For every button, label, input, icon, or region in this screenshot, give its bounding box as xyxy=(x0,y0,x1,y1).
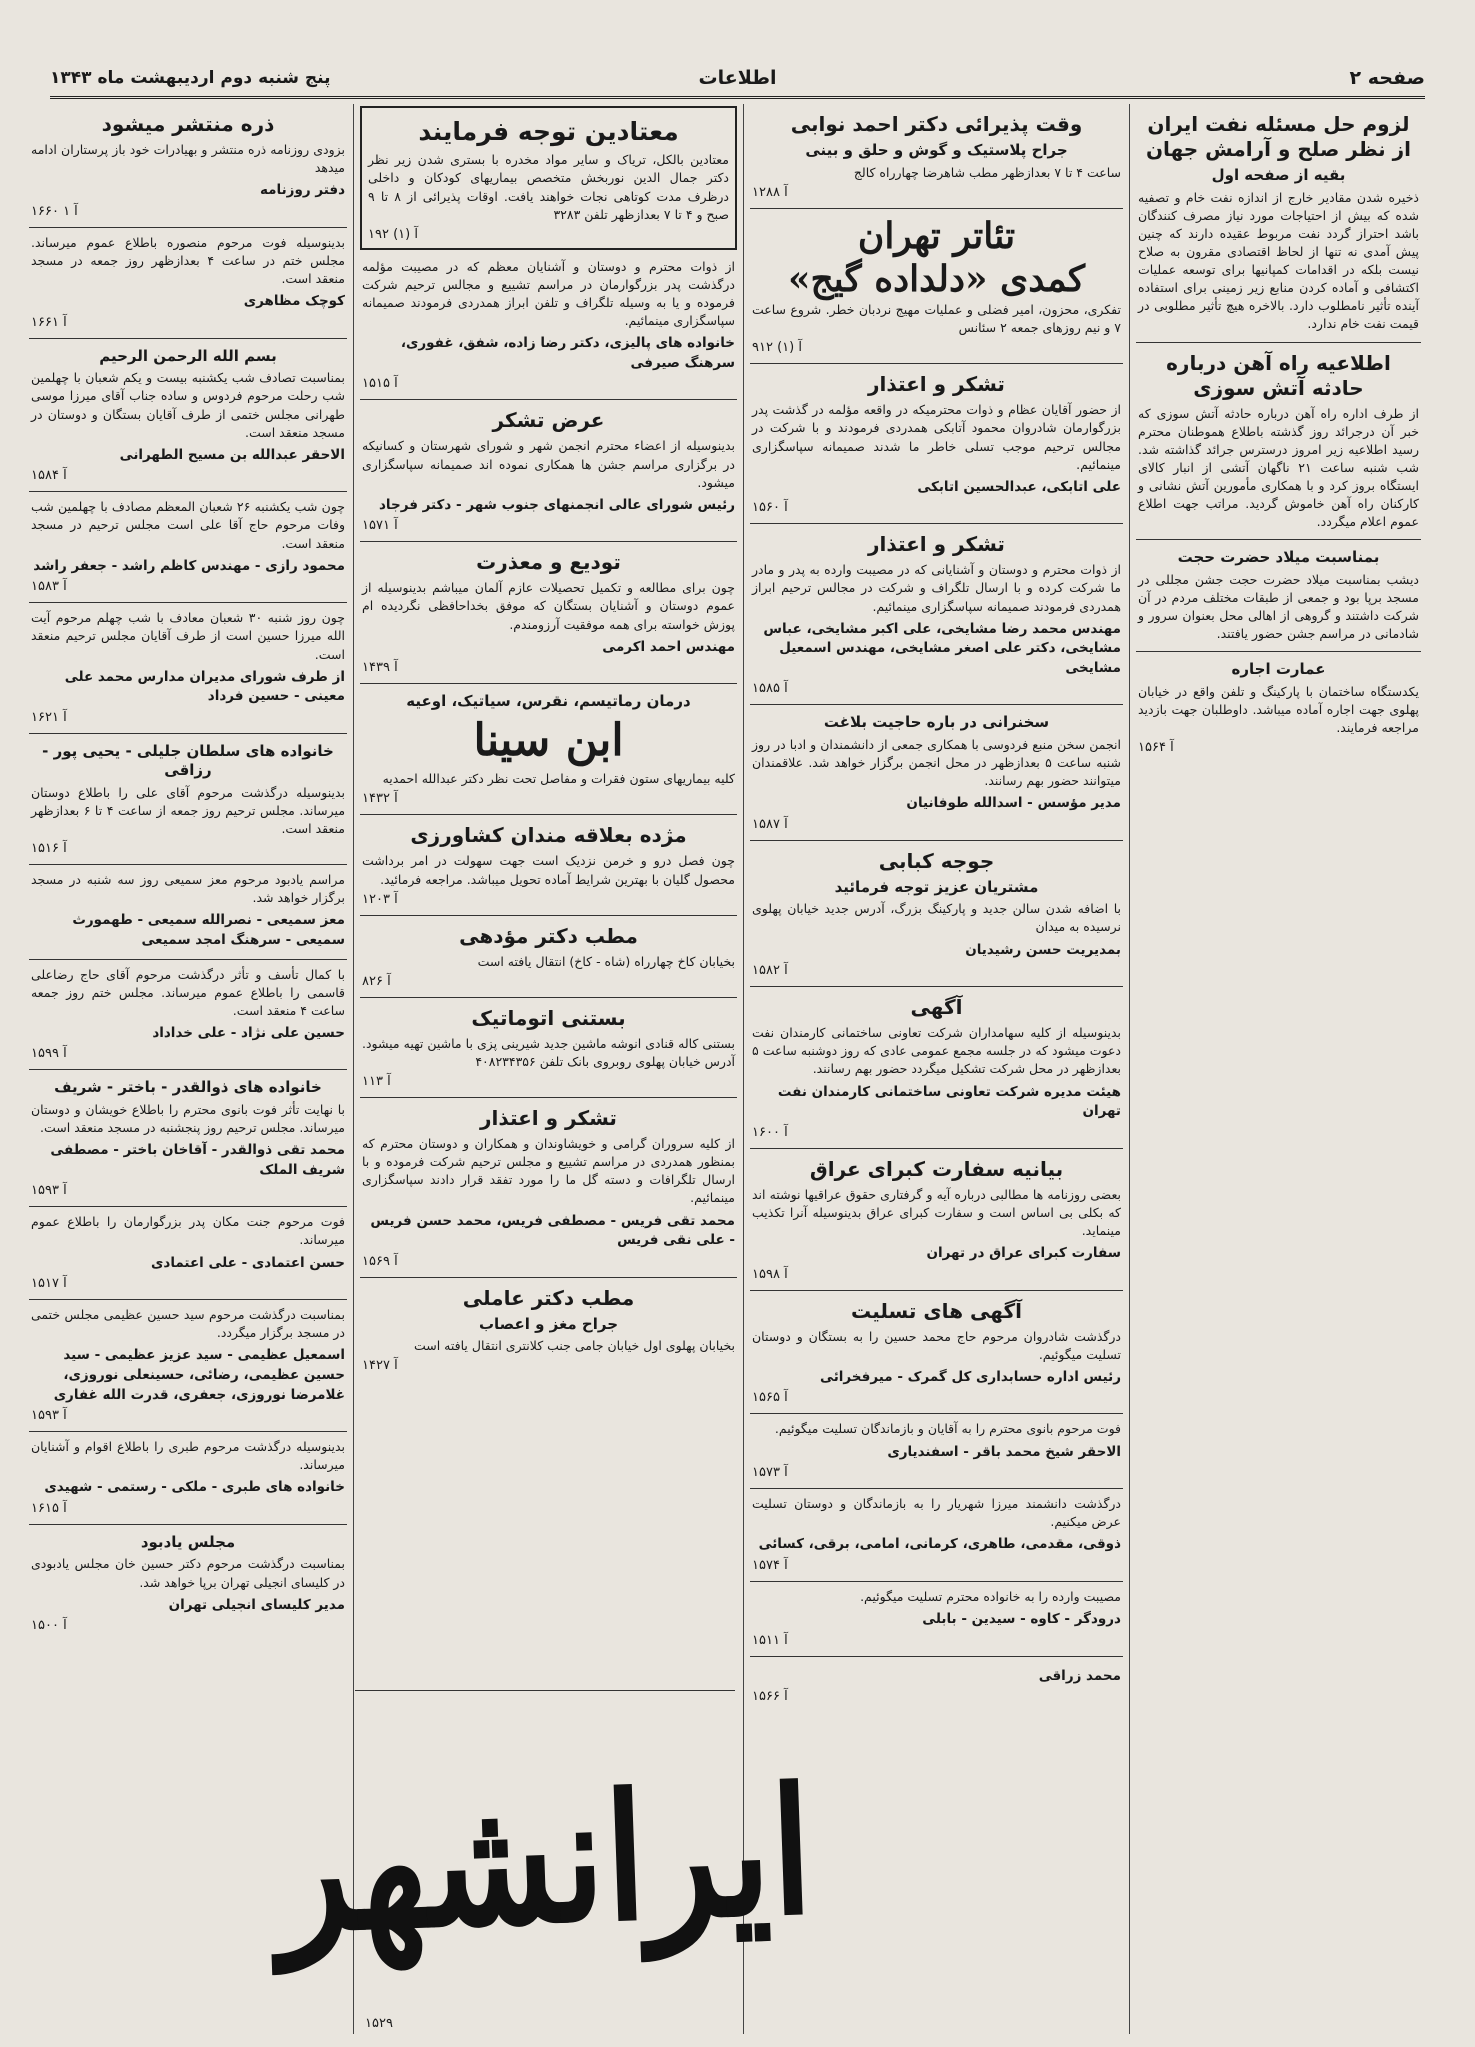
notice-thanks-1 xyxy=(750,364,1123,524)
notice-thanks-4 xyxy=(360,1098,737,1278)
notice-code: ۱۵۹۹ آ xyxy=(31,1046,67,1062)
notice-body: از حضور آقایان عظام و ذوات محترمیکه در واقعه مؤلمه در گذشت پدر بزرگوارمان شادروان محمود آتابکی همدردی فرمودند و با شرکت در مجالس ترحیم موجب تسلی خاطر ما شدند صمیمانه سپاسگزاری مینمائیم. xyxy=(752,402,1121,472)
notice-code: ۱۶۱۵ آ xyxy=(31,1500,67,1516)
ad-code: ۱۵۶۴ آ xyxy=(1138,740,1174,756)
notice-signature: خانواده های پالیزی، دکتر رضا زاده، شفق، غفوری، سرهنگ صیرفی xyxy=(400,335,735,371)
ad-title: وقت پذیرائی دکتر احمد نوابی xyxy=(790,112,1083,136)
ad-code: ۱۱۳ آ xyxy=(362,1074,391,1090)
notice-code: ۱۶۶۱ آ xyxy=(31,314,67,330)
ad-theater xyxy=(750,209,1123,365)
notice-body: بعضی روزنامه ها مطالبی درباره آیه و گرفتاری حقوق عراقیها نوشته اند که بکلی بی اساس است و سفارت کبرای عراق بدینوسیله آنرا تکذیب مینماید. xyxy=(752,1186,1121,1238)
article-body: از طرف اداره راه آهن درباره حادثه آتش سوزی که خبر آن درجرائد روز گذشته باطلاع هموطنان محترم رسید اطلاعیه زیر امروز درسترس جرائد گذاشته شد. شب شنبه ساعت ۲۱ ناگهان آتشی از انبار کالای ایستگاه بروز کرد و با همکاری مأمورین آتش نشانی و کارکنان راه آهن خاموش گردید. مراتب جهت اطلاع عموم اعلام میگردد. xyxy=(1138,405,1419,530)
notice-body: چون برای مطالعه و تکمیل تحصیلات عازم آلمان میباشم بدینوسیله از عموم دوستان و آشنایان بستگان که موفق بخداحافظی نگردیده ام پوزش خواسته برای همه موفقیت آرزومندم. xyxy=(362,580,735,632)
condolence-body: فوت مرحوم بانوی محترم را به آقایان و بازماندگان تسلیت میگوئیم. xyxy=(774,1421,1121,1437)
ad-subtitle: مشتریان عزیز توجه فرمائید xyxy=(834,877,1039,896)
notice-code: ۱۵۷۱ آ xyxy=(362,518,398,534)
ad-kebab xyxy=(750,841,1123,987)
notice-body: بدینوسیله از کلیه سهامداران شرکت تعاونی ساختمانی کارمندان نفت دعوت میشود که در جلسه مجمع عمومی عادی که روز دوشنبه ساعت ۵ بعدازظهر در محل شرکت تشکیل میگردد حضور بهم رسانند. xyxy=(752,1025,1121,1077)
notice-signature: دفتر روزنامه xyxy=(260,182,345,199)
notice-code: ۱۵۱۵ آ xyxy=(362,376,398,392)
column-4 xyxy=(23,104,353,2034)
condolence-body: درگذشت دانشمند میرزا شهریار را به بازماندگان و دوستان تسلیت عرض میکنیم. xyxy=(752,1496,1121,1530)
notice-body: انجمن سخن منبع فردوسی با همکاری جمعی از دانشمندان و ادبا در روز شنبه ساعت ۵ بعدازظهر در محل انجمن برگزار خواهد شد. علاقمندان میتوانند حضور بهم رسانند. xyxy=(752,736,1121,789)
column-1 xyxy=(1129,104,1427,2034)
notice-title: سخنرانی در باره حاجیت بلاغت xyxy=(823,713,1050,732)
notice-iraq-embassy xyxy=(750,1149,1123,1291)
notice-etemadi xyxy=(29,1207,347,1300)
ad-ibn-sina xyxy=(360,684,737,815)
iranshahr-logo: ایرانشهر xyxy=(273,1750,817,1972)
notice-body: بدینوسیله فوت مرحوم منصوره باطلاع عموم میرساند. مجلس ختم در ساعت ۴ بعدازظهر روز جمعه در مسجد منعقد است. xyxy=(31,234,345,287)
ad-code: ۱۲۰۳ آ xyxy=(362,891,398,907)
ad-code: ۹۱۲ آ (۱) xyxy=(752,340,802,356)
ad-signature: بمدیریت حسن رشیدیان xyxy=(965,941,1121,958)
notice-code: ۱۴۳۹ آ xyxy=(362,660,398,676)
iranshahr-code: ۱۵۲۹ xyxy=(365,2016,393,2031)
condolence-signature: محمد زراقی xyxy=(1038,1667,1121,1684)
notice-signature: از طرف شورای مدیران مدارس محمد علی معینی - حسین فرداد xyxy=(64,668,345,705)
notice-signature: مدیر کلیسای انجیلی تهران xyxy=(168,1596,345,1613)
notice-code: ۱۶۰۰ آ xyxy=(752,1124,788,1140)
ad-subtitle: جراح پلاستیک و گوش و حلق و بینی xyxy=(805,141,1068,159)
ad-code: ۱۹۲ آ (۱) xyxy=(368,226,418,242)
ad-title: عمارت اجاره xyxy=(1231,660,1326,679)
notice-signature: کوچک مظاهری xyxy=(243,293,345,310)
notice-code: ۱۵۸۳ آ xyxy=(31,579,67,595)
ad-body: تفکری، محزون، امیر فضلی و عملیات مهیج نردبان خطر. شروع ساعت ۷ و نیم روزهای جمعه ۲ سئانس xyxy=(752,302,1121,336)
notice-body: چون شب یکشنبه ۲۶ شعبان المعظم مصادف با چهلمین شب وفات مرحوم حاج آقا علی است مجلس ترحیم در مسجد منعقد است. xyxy=(31,499,345,551)
article-body: ذخیره شدن مقادیر خارج از اندازه نفت خام و تصفیه شده که بیش از احتیاجات مورد نیاز مصرف کنندگان باشد احتراز گردد نفت مربوط عقیده دارند که چنین پیش آمدی نه تنها از لحاظ اقتصادی مقرون به صلاح نیست بلکه در اقدامات کمپانیها برای توسعه عملیات اکتشافی و آماده کردن منابع زیر زمینی برای استفاده آینده تأثیر نامطلوب دارد. بالاخره هیچ تأثیر مطلوبی در قیمت نفت خام ندارد. xyxy=(1138,189,1419,332)
notice-signature: مدیر مؤسس - اسدالله طوفانیان xyxy=(906,795,1121,812)
notice-announcement xyxy=(750,987,1123,1149)
notice-ghasemi xyxy=(29,960,347,1071)
ad-doctor-moadehi xyxy=(360,916,737,998)
notice-code: ۱۵۱۷ آ xyxy=(31,1276,67,1292)
article-birthday xyxy=(1136,540,1421,652)
notice-code: ۱۵۹۸ آ xyxy=(752,1266,788,1282)
ad-title: ابن سینا xyxy=(473,714,624,766)
notice-body: بمناسبت درگذشت مرحوم سید حسین عظیمی مجلس ختمی در مسجد برگزار میگردد. xyxy=(31,1307,345,1341)
notice-signature: سفارت کبرای عراق در تهران xyxy=(926,1245,1121,1261)
notice-title: عرض تشکر xyxy=(492,408,605,433)
ad-body: بخیابان پهلوی اول خیابان جامی جنب کلانتری انتقال یافته است xyxy=(413,1338,735,1354)
article-title: اطلاعیه راه آهن درباره حادثه آتش سوزی xyxy=(1166,350,1391,400)
notice-body: چون روز شنبه ۳۰ شعبان معادف با شب چهلم مرحوم آیت الله میرزا حسین است از طرف آقایان مجلس ترحیم منعقد است. xyxy=(31,610,345,662)
condolence-signature: الاحقر شیخ محمد باقر - اسفندیاری xyxy=(887,1443,1121,1460)
notice-body: فوت مرحوم جنت مکان پدر بزرگوارمان را باطلاع عموم میرساند. xyxy=(31,1214,345,1248)
condolence-signature: ذوقی، مقدمی، طاهری، کرمانی، امامی، برقی، کسائی xyxy=(758,1536,1121,1553)
newspaper-name: اطلاعات xyxy=(698,67,777,89)
ad-code: ۱۴۳۲ آ xyxy=(362,791,398,807)
ad-title: مطب دکتر مؤدهی xyxy=(459,923,638,948)
condolence-1 xyxy=(750,1291,1123,1415)
notice-signature: محمود رازی - مهندس کاظم راشد - جعفر راشد xyxy=(33,557,345,574)
ad-ice-cream xyxy=(360,998,737,1098)
notice-title: تودیع و معذرت xyxy=(476,550,621,575)
ad-body: کلیه بیماریهای ستون فقرات و مفاصل تحت نظر دکتر عبدالله احمدیه xyxy=(382,771,735,787)
article-title: لزوم حل مسئله نفت ایران از نظر صلح و آرامش جهان xyxy=(1145,112,1412,161)
ad-title: جوجه کبابی xyxy=(878,848,995,873)
notice-signature: علی اتابکی، عبدالحسین اتابکی xyxy=(917,478,1121,495)
notice-code: ۱۵۸۵ آ xyxy=(752,681,788,697)
issue-date: پنج شنبه دوم اردیبهشت ماه ۱۳۴۳ xyxy=(50,68,331,88)
notice-body: با نهایت تأثر فوت بانوی محترم را باطلاع خویشان و دوستان میرساند. مجلس ترحیم روز پنجشنبه در مسجد منعقد است. xyxy=(31,1101,345,1136)
ad-title: معتادین توجه فرمایند xyxy=(418,117,679,146)
notice-body: بمناسبت تصادف شب یکشنبه بیست و یکم شعبان با چهلمین شب رحلت مرحوم فردوس و ساده جناب آقای میرزا موسی طهرانی مجلس ختمی از طرف آقایان بستگان و دوستان در مسجد منعقد است. xyxy=(31,370,345,440)
notice-signature: حسین علی نژاد - علی خداداد xyxy=(152,1024,345,1041)
ad-body: ساعت ۴ تا ۷ بعدازظهر مطب شاهرضا چهارراه کالج xyxy=(853,164,1121,180)
ad-subtitle: درمان رماتیسم، نقرس، سیاتیک، اوعیه xyxy=(406,692,691,711)
notice-body: بدینوسیله از اعضاء محترم انجمن شهر و شورای شهرستان و کسانیکه در برگزاری مراسم جشن ها همکاری نموده اند صمیمانه سپاسگزاری میشود. xyxy=(362,438,735,490)
masthead xyxy=(50,60,1425,99)
notice-tabari xyxy=(29,1432,347,1525)
condolence-2 xyxy=(750,1414,1123,1489)
notice-samiei xyxy=(29,865,347,959)
notice-body: با کمال تأسف و تأثر درگذشت مرحوم آقای حاج رضاعلی قاسمی را باطلاع عموم میرساند. مجلس ختم روز جمعه ساعت ۴ منعقد است. xyxy=(31,966,345,1018)
ad-body: یکدستگاه ساختمان با پارکینگ و تلفن واقع در خیابان پهلوی جهت اجاره آماده میباشد. داوطلبان جهت بازدید مراجعه فرمایند. xyxy=(1138,683,1419,736)
theater-title: تئاتر تهران xyxy=(857,214,1016,257)
theater-play: کمدی «دلداده گیج» xyxy=(787,257,1086,300)
notice-jalili xyxy=(29,734,347,865)
column-2 xyxy=(743,104,1129,2034)
notice-body: از کلیه سروران گرامی و خویشاوندان و همکاران و دوستان محترم که بمنظور همدردی در مراسم تشییع و مجلس ترحیم شرکت فرموده و با ارسال تلگرافات و دسته گل ما را مورد تفقد قرار دادند سپاسگزاری مینمائیم. xyxy=(362,1136,735,1206)
condolence-code: ۱۵۷۴ آ xyxy=(752,1557,788,1573)
ad-title: بستنی اتوماتیک xyxy=(471,1005,626,1030)
notice-azimi xyxy=(29,1300,347,1432)
notice-signature: مهندس محمد رضا مشایخی، علی اکبر مشایخی، عباس مشایخی، دکتر علی اصغر مشایخی، مهندس اسمعیل مشایخی xyxy=(763,620,1121,676)
notice-title: بیانیه سفارت کبرای عراق xyxy=(809,1156,1064,1181)
condolence-signature: درودگر - کاوه - سیدین - بابلی xyxy=(922,1611,1121,1627)
ad-doctor-navabi xyxy=(750,104,1123,209)
notice-signature: رئیس شورای عالی انجمنهای جنوب شهر - دکتر فرجاد xyxy=(378,496,735,513)
ad-code: ۱۴۲۷ آ xyxy=(362,1358,398,1374)
notice-body: مراسم یادبود مرحوم معز سمیعی روز سه شنبه در مسجد برگزار خواهد شد. xyxy=(31,872,345,906)
article-railway-fire xyxy=(1136,343,1421,541)
ad-addiction xyxy=(360,106,737,250)
notice-body: بدینوسیله درگذشت مرحوم آقای علی را باطلاع دوستان میرساند. مجلس ترحیم روز جمعه از ساعت ۴ تا ۶ بعدازظهر منعقد است. xyxy=(31,784,346,836)
notice-code: ۱۶۲۱ آ xyxy=(31,709,67,725)
ad-body: با اضافه شدن سالن جدید و پارکینگ بزرگ، آدرس جدید خیابان پهلوی نرسیده به میدان xyxy=(752,901,1121,935)
condolence-code: ۱۵۷۳ آ xyxy=(752,1465,788,1481)
notice-code: ۱۵۶۰ آ xyxy=(752,500,788,516)
notice-code: ۱۵۹۳ آ xyxy=(31,1183,67,1199)
notice-title: آگهی xyxy=(910,995,963,1020)
ad-body: چون فصل درو و خرمن نزدیک است جهت سهولت در امر برداشت محصول گلیان با بهترین شرایط آماده تحویل میباشد. مراجعه فرمائید. xyxy=(362,853,735,887)
ad-body: معتادین بالکل، تریاک و سایر مواد مخدره با بستری شدن زیر نظر دکتر جمال الدین نوربخش متخصص بیماریهای کودکان و داخلی درظرف مدت کوتاهی نجات خواهند یافت. اوقات پذیرائی از ۸ تا ۹ صبح و ۴ تا ۷ بعدازظهر تلفن ۳۲۸۳ xyxy=(368,152,729,222)
notice-body: بزودی روزنامه ذره منتشر و بهیادرات خود باز پرستاران ادامه میدهد xyxy=(31,142,345,176)
page-number: صفحه ۲ xyxy=(1349,67,1425,89)
notice-title: تشکر و اعتذار xyxy=(868,532,1005,557)
ad-title: مژده بعلاقه مندان کشاورزی xyxy=(410,823,687,848)
notice-signature: محمد تقی ذوالقدر - آقاخان باختر - مصطفی شریف الملک xyxy=(50,1142,345,1178)
notice-razi xyxy=(29,492,347,603)
ad-doctor-ameli xyxy=(360,1278,737,1382)
notice-thanks-2 xyxy=(750,524,1123,705)
ad-subtitle: جراح مغز و اعصاب xyxy=(478,1314,619,1333)
notice-body: از ذوات محترم و دوستان و آشنایانی که در مصیبت وارده به پدر و مادر ما شرکت کرده و با ارسال تلگراف و شرکت در مجالس ترحیم ابراز همدردی فرمودند صمیمانه سپاسگزاری مینمائیم. xyxy=(752,562,1121,614)
notice-memorial xyxy=(29,1525,347,1641)
notice-title: مجلس یادبود xyxy=(140,1532,236,1551)
condolence-4 xyxy=(750,1582,1123,1657)
notice-thanks-3 xyxy=(360,252,737,401)
notice-code: ۱۵۸۴ آ xyxy=(31,468,67,484)
notice-code: ۱۵۶۹ آ xyxy=(362,1253,398,1269)
notice-farewell xyxy=(360,542,737,684)
notice-mozaheri xyxy=(29,228,347,339)
ad-code: ۱۵۸۲ آ xyxy=(752,963,788,979)
article-title: بمناسبت میلاد حضرت حجت xyxy=(1177,548,1380,567)
ad-title: مطب دکتر عاملی xyxy=(462,1285,635,1310)
notice-title: تشکر و اعتذار xyxy=(480,1106,617,1131)
condolence-5 xyxy=(750,1657,1123,1713)
notice-gratitude xyxy=(360,400,737,542)
condolence-body: درگذشت شادروان مرحوم حاج محمد حسین را به بستگان و دوستان تسلیت میگوئیم. xyxy=(752,1328,1121,1362)
notice-code: ۱۵۰۰ آ xyxy=(31,1618,67,1634)
notice-zarre xyxy=(29,104,347,228)
notice-title: خانواده های ذوالقدر - باختر - شریف xyxy=(54,1078,322,1097)
condolence-3 xyxy=(750,1489,1123,1582)
article-oil-peace xyxy=(1136,104,1421,343)
ad-body: بستنی کاله قنادی انوشه ماشین جدید شیرینی پزی با ماشین تهیه میشود. آدرس خیابان پهلوی روبروی بانک تلفن ۴۰۸۲۳۴۳۵۶ xyxy=(362,1035,735,1069)
notice-code: ۱۵۹۳ آ xyxy=(31,1408,67,1424)
notice-lecture xyxy=(750,705,1123,840)
notice-code: ۱۵۸۷ آ xyxy=(752,816,788,832)
condolence-title: آگهی های تسلیت xyxy=(851,1298,1022,1323)
notice-title: خانواده های سلطان جلیلی - یحیی پور - رزاقی xyxy=(42,741,334,780)
notice-signature: خانواده های طبری - ملکی - رستمی - شهیدی xyxy=(44,1479,345,1496)
notice-signature: حسن اعتمادی - علی اعتمادی xyxy=(151,1254,345,1271)
notice-signature: مهندس احمد اکرمی xyxy=(602,638,735,655)
article-subtitle: بقیه از صفحه اول xyxy=(1211,166,1346,184)
notice-moeini xyxy=(29,603,347,734)
notice-bismillah xyxy=(29,339,347,493)
condolence-body: مصیبت وارده را به خانواده محترم تسلیت میگوئیم. xyxy=(860,1588,1121,1604)
notice-code: ۱۶۶۰ آ ۱ xyxy=(31,203,78,219)
condolence-code: ۱۵۱۱ آ xyxy=(752,1632,788,1648)
notice-body: از ذوات محترم و دوستان و آشنایان معظم که در مصیبت مؤلمه درگذشت پدر بزرگوارمان در مراسم تشییع و مجالس ترحیم شرکت فرموده و یا به وسیله تلگراف و تلفن ابراز همدردی فرمودند صمیمانه سپاسگزاری مینمائیم. xyxy=(362,258,735,329)
ad-code: ۱۲۸۸ آ xyxy=(752,184,788,200)
ad-rental xyxy=(1136,652,1421,763)
notice-title: بسم الله الرحمن الرحیم xyxy=(99,346,277,365)
notice-signature: محمد تقی فریس - مصطفی فریس، محمد حسن فریس - علی نقی فریس xyxy=(370,1212,735,1249)
notice-code: ۱۵۱۶ آ xyxy=(31,841,67,857)
ad-code: ۸۲۶ آ xyxy=(362,973,391,989)
ad-body: بخیابان کاخ چهارراه (شاه - کاخ) انتقال یافته است xyxy=(477,953,735,969)
notice-zolghadr xyxy=(29,1070,347,1207)
notice-signature: اسمعیل عظیمی - سید عزیز عظیمی - سید حسین عظیمی، رضائی، حسینعلی نوروزی، غلامرضا نوروزی، جعفری، قدرت الله غفاری xyxy=(53,1347,345,1403)
notice-body: بدینوسیله درگذشت مرحوم طبری را باطلاع اقوام و آشنایان میرساند. xyxy=(31,1439,345,1473)
notice-signature: معز سمیعی - نصرالله سمیعی - طهمورث سمیعی - سرهنگ امجد سمیعی xyxy=(72,912,345,948)
notice-signature: هیئت مدیره شرکت تعاونی ساختمانی کارمندان نفت تهران xyxy=(777,1083,1121,1120)
condolence-code: ۱۵۶۵ آ xyxy=(752,1390,788,1406)
ad-agriculture xyxy=(360,815,737,915)
notice-body: بمناسبت درگذشت مرحوم دکتر حسین خان مجلس یادبودی در کلیسای انجیلی تهران برپا خواهد شد. xyxy=(31,1556,345,1590)
notice-title: ذره منتشر میشود xyxy=(101,112,275,136)
notice-signature: الاحقر عبدالله بن مسیح الطهرانی xyxy=(119,446,345,463)
condolence-code: ۱۵۶۶ آ xyxy=(752,1689,788,1705)
notice-title: تشکر و اعتذار xyxy=(868,372,1005,397)
article-body: دیشب بمناسبت میلاد حضرت حجت جشن مجللی در مسجد برپا بود و جمعی از طبقات مختلف مردم در آن شرکت داشتند و گروهی از اهالی محل بعنوان سرور و شادمانی در مراسم جشن حضور یافتند. xyxy=(1138,571,1419,642)
condolence-signature: رئیس اداره حسابداری کل گمرک - میرفخرائی xyxy=(820,1368,1121,1385)
